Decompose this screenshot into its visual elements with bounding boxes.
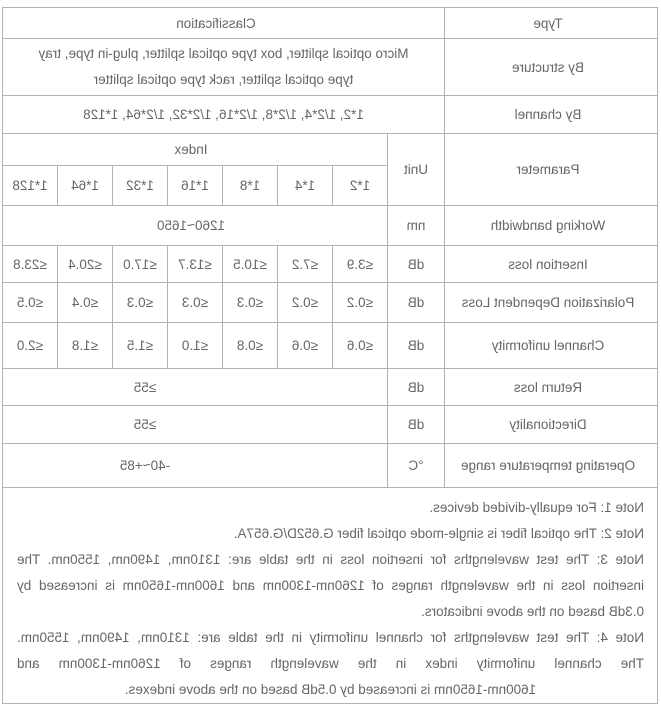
cell-pdl-1x4: ≤0.2 bbox=[278, 283, 333, 323]
cell-insertion-1x128: ≤23.8 bbox=[2, 246, 57, 283]
row-structure bbox=[2, 39, 657, 96]
row-label-bandwidth: Working bandwidth bbox=[445, 206, 658, 246]
note-4-line-3: 1600nm-1650nm is increased by 0.5dB based on the above indexes. bbox=[124, 682, 537, 697]
row-insertion-loss bbox=[2, 246, 657, 283]
row-channel bbox=[2, 96, 657, 134]
row-notes bbox=[2, 488, 657, 704]
cell-uniformity-1x2: ≤0.6 bbox=[333, 323, 388, 369]
note-4-line-1: Note 4: The test wavelengths for channel uniformity in the table are: 1310nm, 1490nm, 1550nm. bbox=[16, 630, 644, 645]
cell-channel-list: 1*2, 1/2*4, 1/2*8, 1/2*16, 1/2*32, 1/2*64, 1*128 bbox=[2, 96, 444, 134]
note-1: Note 1: For equally-divided devices. bbox=[429, 500, 644, 515]
cell-pdl-1x32: ≤0.3 bbox=[113, 283, 168, 323]
cell-temperature-value: -40~+85 bbox=[2, 444, 387, 488]
row-directionality bbox=[2, 406, 657, 444]
cell-temperature-unit: °C bbox=[388, 444, 445, 488]
cell-uniformity-1x128: ≤2.0 bbox=[2, 323, 57, 369]
cell-pdl-1x128: ≤0.5 bbox=[2, 283, 57, 323]
row-label-insertion: Insertion loss bbox=[445, 246, 658, 283]
row-type bbox=[2, 8, 657, 39]
cell-insertion-1x2: ≤3.9 bbox=[333, 246, 388, 283]
cell-insertion-1x4: ≤7.2 bbox=[278, 246, 333, 283]
cell-pdl-1x8: ≤0.3 bbox=[223, 283, 278, 323]
col-header-unit: Unit bbox=[388, 134, 445, 206]
col-header-1x128: 1*128 bbox=[2, 166, 57, 206]
row-label-parameter: Parameter bbox=[445, 134, 658, 206]
row-label-uniformity: Channel uniformity bbox=[445, 323, 658, 369]
row-index-header bbox=[2, 134, 657, 166]
cell-return-value: ≥55 bbox=[2, 369, 387, 406]
row-label-pdl: Polarization Dependent Loss bbox=[445, 283, 658, 323]
cell-directionality-value: ≥55 bbox=[2, 406, 387, 444]
row-return-loss bbox=[2, 369, 657, 406]
notes-block bbox=[2, 488, 657, 704]
cell-pdl-1x2: ≤0.2 bbox=[333, 283, 388, 323]
cell-pdl-1x64: ≤0.4 bbox=[58, 283, 113, 323]
cell-structure bbox=[2, 39, 444, 96]
row-label-structure: By structure bbox=[445, 39, 658, 96]
cell-bandwidth-value: 1260~1650 bbox=[2, 206, 387, 246]
cell-return-unit: dB bbox=[388, 369, 445, 406]
structure-line-2: type optical splitter, rack type optical splitter bbox=[93, 72, 354, 87]
spec-table bbox=[2, 7, 658, 704]
cell-uniformity-1x4: ≤0.6 bbox=[278, 323, 333, 369]
col-header-1x8: 1*8 bbox=[223, 166, 278, 206]
col-header-1x16: 1*16 bbox=[168, 166, 223, 206]
cell-uniformity-1x16: ≤1.0 bbox=[168, 323, 223, 369]
row-label-channel: By channel bbox=[445, 96, 658, 134]
col-header-1x4: 1*4 bbox=[278, 166, 333, 206]
cell-uniformity-1x64: ≤1.8 bbox=[58, 323, 113, 369]
row-channel-uniformity bbox=[2, 323, 657, 369]
cell-directionality-unit: dB bbox=[388, 406, 445, 444]
note-3-line-1: Note 3: The test wavelengths for insertion loss in the table are: 1310nm, 1490nm, 1550nm. The bbox=[16, 552, 644, 567]
cell-insertion-1x32: ≤17.0 bbox=[113, 246, 168, 283]
cell-pdl-1x16: ≤0.3 bbox=[168, 283, 223, 323]
cell-uniformity-1x32: ≤1.5 bbox=[113, 323, 168, 369]
col-header-1x32: 1*32 bbox=[113, 166, 168, 206]
row-label-directionality: Directionality bbox=[445, 406, 658, 444]
cell-insertion-1x16: ≤13.7 bbox=[168, 246, 223, 283]
row-pdl bbox=[2, 283, 657, 323]
note-2: Note 2: The optical fiber is single-mode optical fiber G.652D/G.657A. bbox=[233, 526, 644, 541]
col-header-1x2: 1*2 bbox=[333, 166, 388, 206]
cell-pdl-unit: dB bbox=[388, 283, 445, 323]
row-working-bandwidth bbox=[2, 206, 657, 246]
cell-index-header: Index bbox=[2, 134, 387, 166]
cell-uniformity-unit: dB bbox=[388, 323, 445, 369]
col-header-1x64: 1*64 bbox=[58, 166, 113, 206]
row-label-return: Return loss bbox=[445, 369, 658, 406]
row-label-type: Type bbox=[445, 8, 658, 39]
row-label-temperature: Operating temperature range bbox=[445, 444, 658, 488]
note-3-line-2: insertion loss in the wavelength ranges of 1260nm-1300nm and 1600nm-1650nm is increased by bbox=[16, 578, 644, 593]
cell-insertion-1x8: ≤10.5 bbox=[223, 246, 278, 283]
cell-bandwidth-unit: nm bbox=[388, 206, 445, 246]
note-4-line-2: The channel uniformity index in the wavelength ranges of 1260nm-1300nm and bbox=[16, 656, 644, 671]
structure-line-1: Micro optical splitter, box type optical splitter, plug-in type, tray bbox=[38, 46, 409, 61]
note-3-line-3: 0.3dB based on the above indicators. bbox=[421, 604, 644, 619]
cell-insertion-unit: dB bbox=[388, 246, 445, 283]
cell-classification: Classification bbox=[2, 8, 444, 39]
cell-uniformity-1x8: ≤0.8 bbox=[223, 323, 278, 369]
row-operating-temperature bbox=[2, 444, 657, 488]
cell-insertion-1x64: ≤20.4 bbox=[58, 246, 113, 283]
